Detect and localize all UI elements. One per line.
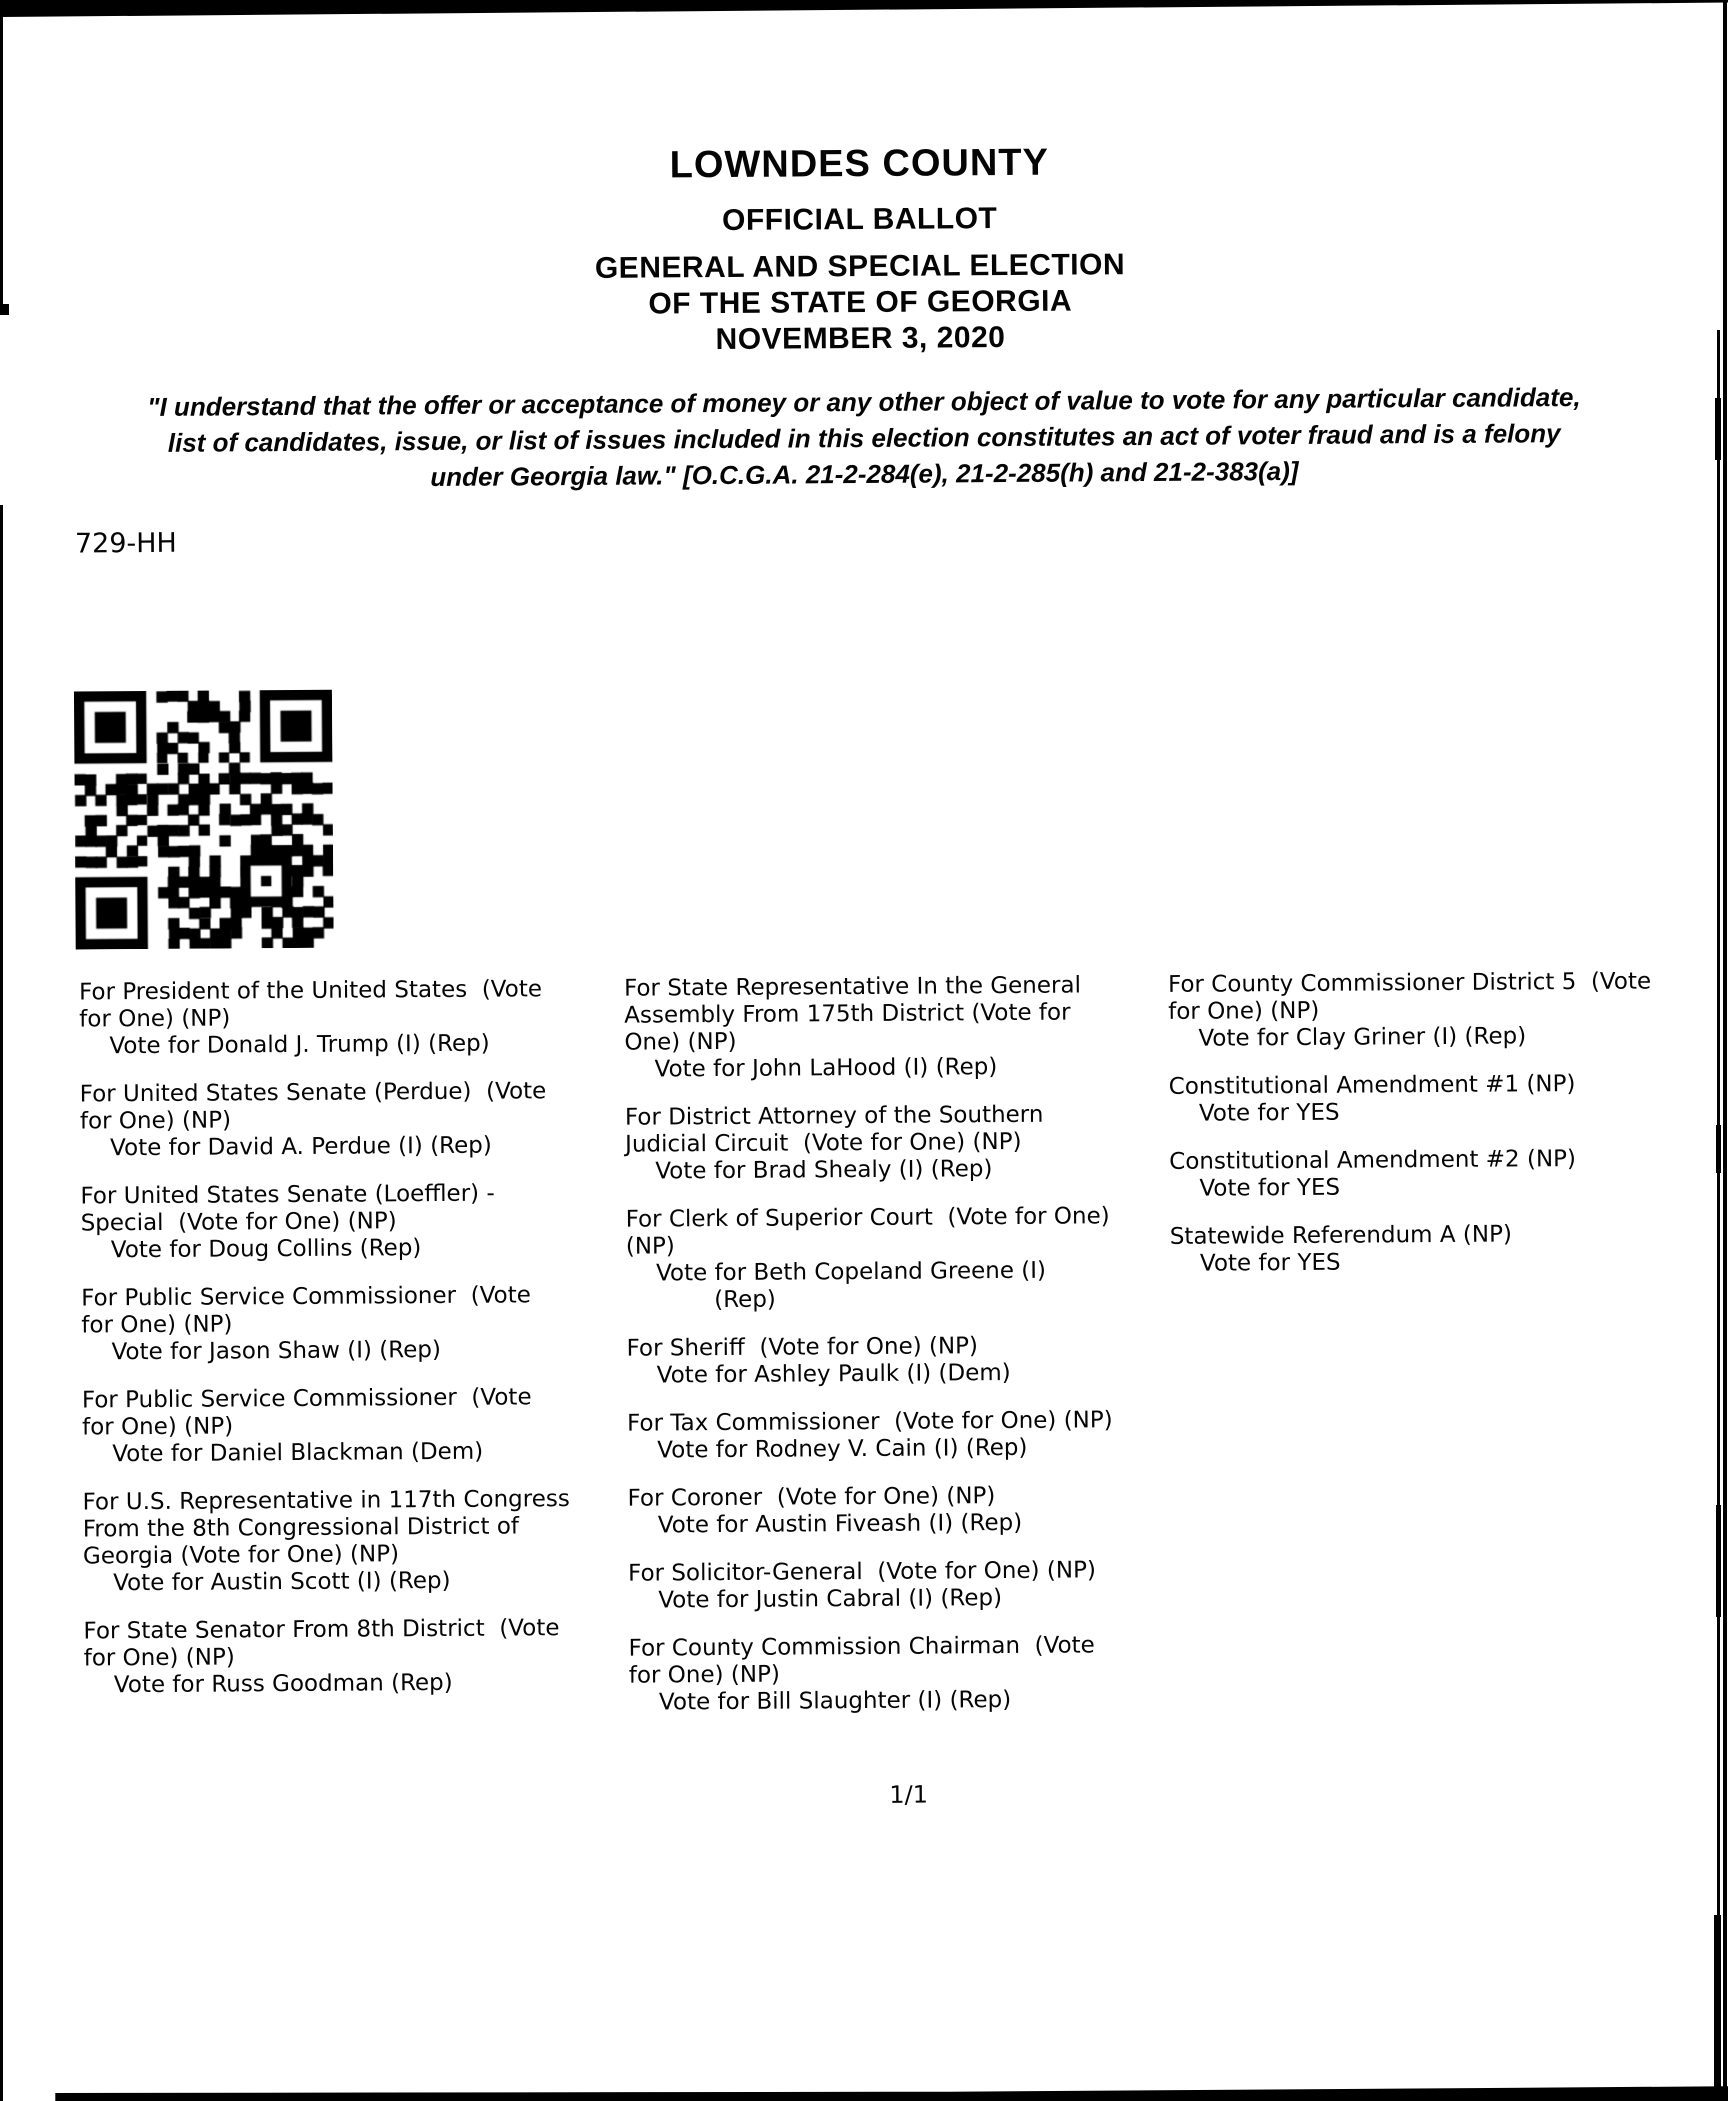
contest-office-line: (NP) (625, 1233, 675, 1260)
contest-office-line: for One) (NP) (628, 1661, 780, 1689)
page-number: 1/1 (889, 1780, 929, 1809)
scan-artifact-left-edge (0, 304, 9, 315)
election-title: GENERAL AND SPECIAL ELECTION OF THE STATE OF GEORGIA NOVEMBER 3, 2020 (594, 248, 1126, 357)
contest-vote-line: Vote for Rodney V. Cain (I) (Rep) (657, 1434, 1028, 1464)
contest-office-line: Judicial Circuit (Vote for One) (NP) (625, 1128, 1022, 1158)
contest (1170, 1220, 1728, 1278)
contest-vote-line: Vote for Russ Goodman (Rep) (113, 1669, 453, 1699)
contest-office-line: for One) (NP) (81, 1311, 233, 1339)
contest (624, 972, 1169, 1084)
contest-office-line: For Coroner (Vote for One) (NP) (627, 1483, 996, 1512)
ballot-title: OFFICIAL BALLOT (721, 202, 998, 237)
contest-office-line: For Public Service Commissioner (Vote (81, 1384, 532, 1414)
contest (627, 1482, 1171, 1540)
contest-office-line: For District Attorney of the Southern (624, 1101, 1044, 1131)
contest-office-line: for One) (NP) (81, 1413, 234, 1441)
contest (79, 976, 625, 1061)
contest-vote-line: Vote for David A. Perdue (I) (Rep) (110, 1132, 492, 1162)
contest-office-line: For Sheriff (Vote for One) (NP) (626, 1333, 979, 1362)
contest-office-line: Special (Vote for One) (NP) (80, 1208, 397, 1237)
contest-office-line: Assembly From 175th District (Vote for (624, 999, 1071, 1029)
contest (80, 1180, 626, 1265)
contest-office-line: For County Commissioner District 5 (Vote (1167, 968, 1652, 998)
scan-artifact-left-edge (0, 0, 3, 312)
contest (1169, 1070, 1728, 1128)
contest-vote-line: Vote for Jason Shaw (I) (Rep) (111, 1336, 441, 1366)
contest-office-line: for One) (NP) (79, 1107, 232, 1135)
contest-office-line: Constitutional Amendment #2 (NP) (1169, 1146, 1577, 1175)
ballot-style-code: 729-HH (74, 527, 177, 560)
contest-vote-line: Vote for Austin Fiveash (I) (Rep) (657, 1509, 1023, 1539)
contest-vote-line: Vote for Clay Griner (I) (Rep) (1198, 1023, 1527, 1052)
contest-office-line: From the 8th Congressional District of (82, 1513, 520, 1543)
contest-office-line: One) (NP) (624, 1028, 737, 1056)
contest-office-line: Statewide Referendum A (NP) (1169, 1221, 1512, 1250)
contest-vote-line: Vote for Doug Collins (Rep) (110, 1235, 422, 1264)
contest (1168, 968, 1728, 1053)
contest-vote-continuation-line: (Rep) (714, 1286, 776, 1314)
contest (627, 1407, 1171, 1465)
contest-vote-line: Vote for Austin Scott (I) (Rep) (113, 1567, 451, 1597)
contest-vote-line: Vote for Ashley Paulk (I) (Dem) (656, 1359, 1011, 1389)
contest-vote-line: Vote for YES (1199, 1174, 1341, 1202)
contest-office-line: For Tax Commissioner (Vote for One) (NP) (626, 1407, 1113, 1437)
contest-office-line: for One) (NP) (1168, 997, 1320, 1025)
contest (82, 1384, 628, 1469)
contest (83, 1615, 629, 1700)
contest (626, 1332, 1170, 1390)
contest-office-line: For President of the United States (Vote (78, 976, 543, 1006)
scan-artifact-right-edge (1714, 1915, 1721, 2101)
scan-artifact-left-edge (0, 505, 3, 2101)
contest (1169, 1145, 1728, 1203)
contest-vote-line: Vote for Bill Slaughter (I) (Rep) (658, 1686, 1012, 1716)
contest-office-line: Georgia (Vote for One) (NP) (82, 1541, 400, 1570)
contest-office-line: For State Senator From 8th District (Vote (83, 1615, 560, 1645)
contest (629, 1632, 1174, 1717)
county-title: LOWNDES COUNTY (669, 141, 1050, 187)
contest-office-line: For County Commission Chairman (Vote (628, 1632, 1095, 1662)
scan-artifact-right-edge (1716, 1505, 1721, 1617)
contest-vote-line: Vote for Brad Shealy (I) (Rep) (655, 1156, 993, 1185)
scan-artifact-right-edge (1717, 330, 1720, 2101)
contest (626, 1203, 1171, 1315)
contest-office-line: For U.S. Representative in 117th Congress (82, 1486, 570, 1516)
contest-office-line: For Solicitor-General (Vote for One) (NP) (628, 1557, 1096, 1587)
qr-code-icon (74, 690, 334, 950)
scan-artifact-right-edge (1723, 0, 1727, 2101)
contest-vote-line: Vote for Daniel Blackman (Dem) (112, 1438, 484, 1468)
contest (625, 1101, 1170, 1186)
contest-vote-line: Vote for YES (1199, 1249, 1341, 1277)
contest-office-line: For Public Service Commissioner (Vote (81, 1282, 531, 1312)
contest-office-line: For United States Senate (Loeffler) - (80, 1180, 495, 1210)
contest-office-line: for One) (NP) (79, 1005, 231, 1033)
contest (80, 1078, 626, 1163)
contest-office-line: For United States Senate (Perdue) (Vote (79, 1078, 547, 1108)
contest (81, 1282, 627, 1367)
scan-artifact-right-edge (1716, 1125, 1721, 1173)
scan-artifact-right-edge (1715, 398, 1721, 460)
contest-vote-line: Vote for YES (1198, 1099, 1340, 1127)
contest-columns (79, 968, 1728, 1742)
ballot-column-1 (79, 976, 629, 1742)
contest-vote-line: Vote for John LaHood (I) (Rep) (654, 1054, 998, 1083)
voter-fraud-warning: "I understand that the offer or acceptance of money or any other object of value to vote for any particular candidate, list of candidates, issue, or list of issues included in this election constitutes an act of voter fraud and is a felony under Georgia law." [O.C.G.A. 21-2-284(e), 21-2-285(h) and 21-2-383(a)] (147, 381, 1581, 493)
ballot-column-2 (624, 972, 1173, 1738)
contest-office-line: Constitutional Amendment #1 (NP) (1168, 1071, 1576, 1100)
contest-office-line: for One) (NP) (83, 1644, 235, 1672)
contest-office-line: For Clerk of Superior Court (Vote for One) (625, 1203, 1110, 1233)
contest-office-line: For State Representative In the General (623, 972, 1082, 1002)
contest (83, 1486, 629, 1598)
contest-vote-line: Vote for Justin Cabral (I) (Rep) (658, 1585, 1003, 1614)
contest-vote-line: Vote for Beth Copeland Greene (I) (655, 1257, 1047, 1287)
contest (628, 1557, 1172, 1615)
ballot-column-3 (1168, 968, 1728, 1734)
contest-vote-line: Vote for Donald J. Trump (I) (Rep) (109, 1030, 490, 1060)
